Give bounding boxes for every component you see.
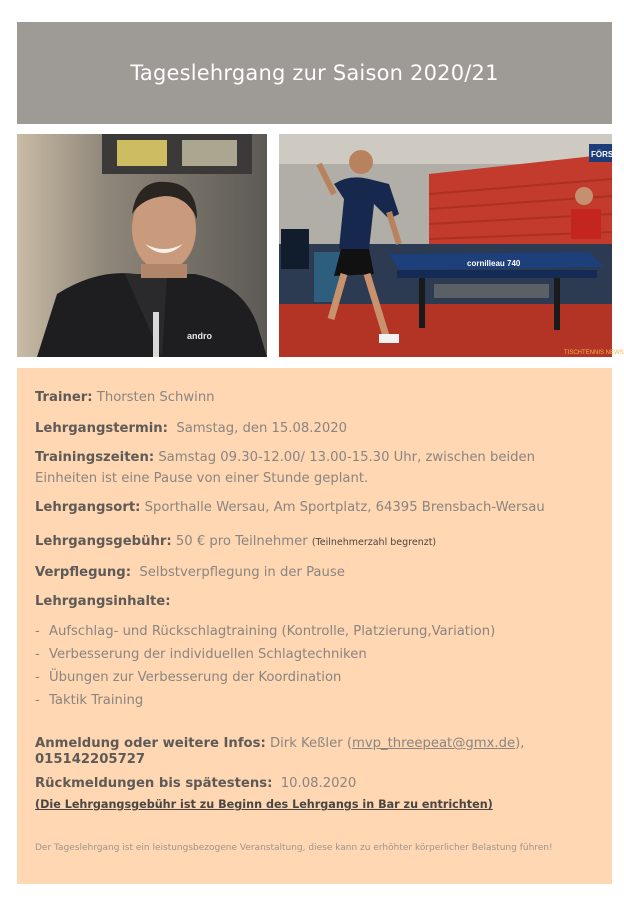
svg-text:cornilleau 740: cornilleau 740 bbox=[467, 259, 521, 268]
disclaimer: Der Tageslehrgang ist ein leistungsbezogene Veranstaltung, diese kann zu erhöhter körperlicher Belastung führen! bbox=[35, 843, 553, 853]
registration-label: Anmeldung oder weitere Infos: bbox=[35, 736, 266, 751]
contact-email-link[interactable]: mvp_threepeat@gmx.de bbox=[351, 736, 516, 751]
course-info-panel bbox=[17, 368, 612, 884]
trainer-label: Trainer: bbox=[35, 390, 93, 405]
fee-label: Lehrgangsgebühr: bbox=[35, 534, 172, 549]
trainer-line bbox=[35, 387, 598, 408]
contact-phone: 015142205727 bbox=[35, 752, 146, 767]
deadline-line bbox=[35, 773, 598, 794]
fee-value: 50 € pro Teilnehmer bbox=[175, 534, 308, 549]
catering-line bbox=[35, 562, 598, 583]
page-title: Tageslehrgang zur Saison 2020/21 bbox=[130, 61, 499, 85]
svg-text:TISCHTENNIS NEWS: TISCHTENNIS NEWS bbox=[564, 350, 624, 356]
date-line bbox=[35, 418, 598, 439]
fee-line bbox=[35, 531, 598, 553]
header-banner bbox=[17, 22, 612, 124]
date-label: Lehrgangstermin: bbox=[35, 421, 168, 436]
svg-text:andro: andro bbox=[187, 331, 213, 341]
times-value: Samstag 09.30-12.00/ 13.00-15.30 Uhr, zwischen beiden Einheiten ist eine Pause von einer Stunde geplant. bbox=[35, 450, 535, 486]
table-tennis-action-photo bbox=[279, 134, 624, 357]
svg-text:FÖRST: FÖRST bbox=[591, 150, 619, 159]
fee-note: (Teilnehmerzahl begrenzt) bbox=[311, 537, 437, 548]
catering-value: Selbstverpflegung in der Pause bbox=[139, 565, 345, 580]
times-label: Trainingszeiten: bbox=[35, 450, 155, 465]
list-item: - Verbesserung der individuellen Schlagtechniken bbox=[35, 647, 367, 662]
deadline-value: 10.08.2020 bbox=[280, 776, 357, 791]
times-line bbox=[35, 447, 598, 489]
contents-heading: Lehrgangsinhalte: bbox=[35, 594, 171, 609]
list-item: - Aufschlag- und Rückschlagtraining (Kontrolle, Platzierung,Variation) bbox=[35, 624, 496, 639]
contents-list bbox=[35, 620, 598, 712]
trainer-portrait-photo bbox=[17, 134, 267, 357]
list-item: - Taktik Training bbox=[35, 693, 144, 708]
catering-label: Verpflegung: bbox=[35, 565, 132, 580]
payment-notice: (Die Lehrgangsgebühr ist zu Beginn des Lehrgangs in Bar zu entrichten) bbox=[35, 798, 493, 811]
location-line bbox=[35, 497, 598, 518]
date-value: Samstag, den 15.08.2020 bbox=[176, 421, 348, 436]
registration-line: Anmeldung oder weitere Infos: Dirk Keßler (mvp_threepeat@gmx.de), 015142205727 bbox=[35, 736, 525, 767]
list-item: - Übungen zur Verbesserung der Koordination bbox=[35, 670, 342, 685]
trainer-value: Thorsten Schwinn bbox=[96, 390, 215, 405]
location-value: Sporthalle Wersau, Am Sportplatz, 64395 Brensbach-Wersau bbox=[144, 500, 545, 515]
deadline-label: Rückmeldungen bis spätestens: bbox=[35, 776, 273, 791]
location-label: Lehrgangsort: bbox=[35, 500, 141, 515]
